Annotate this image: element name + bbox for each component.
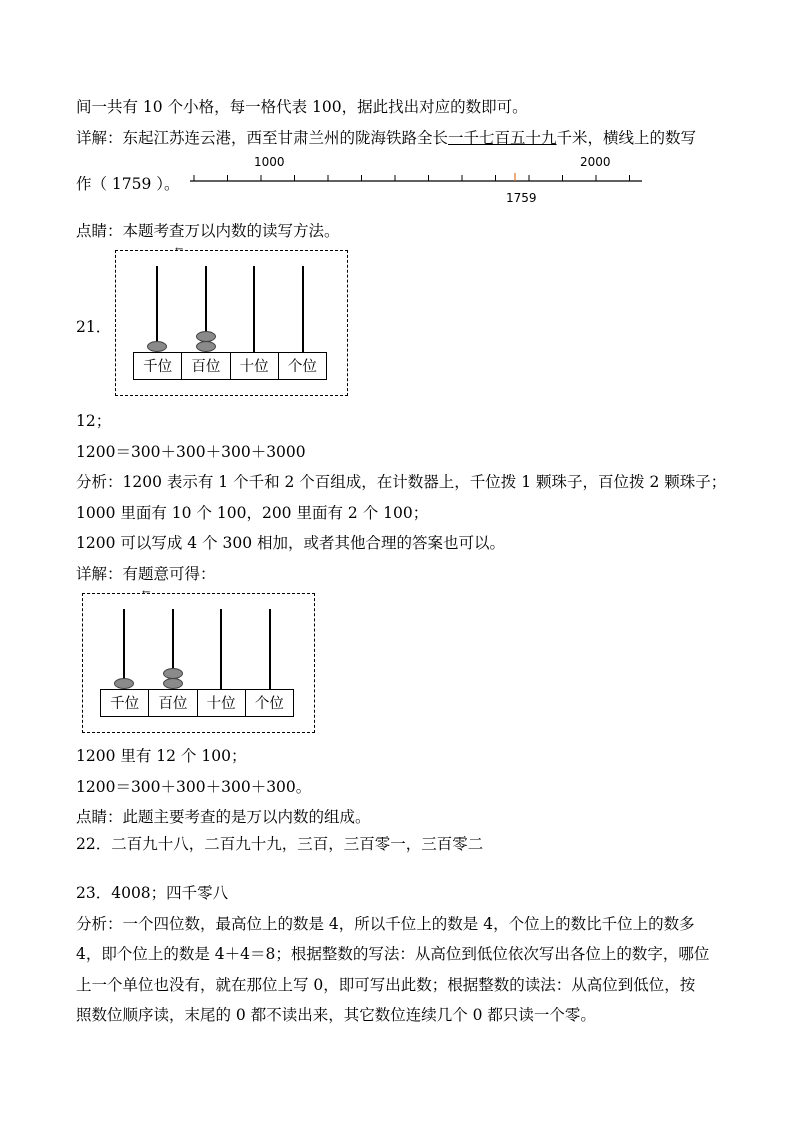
underlined-answer: 一千七百五十九 xyxy=(448,129,557,147)
question-number: 21． xyxy=(76,318,112,336)
text-line: 上一个单位也没有，就在那位上写 0，即可写出此数；根据整数的读法：从高位到低位，按 xyxy=(76,976,696,994)
text-line: 分析：一个四位数，最高位上的数是 4，所以千位上的数是 4，个位上的数比千位上的数多 xyxy=(76,915,695,933)
text-segment: 详解：东起江苏连云港，西至甘肃兰州的陇海铁路全长 xyxy=(76,129,449,147)
text-line: 点睛：本题考查万以内数的读写方法。 xyxy=(76,222,340,240)
text-segment: 千米，横线上的数写 xyxy=(556,129,697,147)
place-value-cell: 十位 xyxy=(231,353,279,379)
text-line: 作（ 1759 ）。 xyxy=(76,175,180,193)
abacus-rod xyxy=(253,266,255,352)
abacus-diagram xyxy=(115,244,348,396)
text-line: 详解：有题意可得： xyxy=(76,565,216,583)
place-value-cell: 百位 xyxy=(149,690,197,716)
place-value-cell: 个位 xyxy=(287,359,317,375)
place-value-row xyxy=(100,689,294,717)
place-value-cell: 百位 xyxy=(182,353,230,379)
place-value-cell: 千位 xyxy=(101,690,149,716)
text-line: 点睛：此题主要考查的是万以内数的组成。 xyxy=(76,808,371,826)
text-line: 12； xyxy=(76,412,112,430)
place-value-cell: 个位 xyxy=(254,696,284,712)
place-value-row xyxy=(133,352,327,380)
abacus-bead xyxy=(163,678,183,689)
text-line: 1200 里有 12 个 100； xyxy=(76,747,247,765)
abacus-rod xyxy=(220,609,222,689)
abacus-bead xyxy=(196,341,216,352)
arrow-left-icon: ← xyxy=(175,244,184,255)
arrow-left-icon: ← xyxy=(142,587,151,598)
text-line: 4，即个位上的数是 4＋4＝8；根据整数的写法：从高位到低位依次写出各位上的数字，哪位 xyxy=(76,945,710,963)
text-line: 1000 里面有 10 个 100，200 里面有 2 个 100； xyxy=(76,504,429,522)
abacus-rod xyxy=(302,266,304,352)
number-line xyxy=(190,155,650,210)
place-value-cell: 千位 xyxy=(134,353,182,379)
abacus-bead xyxy=(196,331,216,342)
text-line: 照数位顺序读，末尾的 0 都不读出来，其它数位连续几个 0 都只读一个零。 xyxy=(76,1006,596,1024)
abacus-rod xyxy=(123,609,125,689)
abacus-rod xyxy=(269,609,271,689)
text-line: 分析：1200 表示有 1 个千和 2 个百组成，在计数器上，千位拨 1 颗珠子，百位拨 2 颗珠子； xyxy=(76,473,727,491)
text-line: 23．4008；四千零八 xyxy=(76,884,229,902)
abacus-diagram xyxy=(82,587,315,733)
text-line: 间一共有 10 个小格，每一格代表 100，据此找出对应的数即可。 xyxy=(76,98,528,116)
number-line-label-1759: 1759 xyxy=(506,191,537,205)
text-line: 22．二百九十八，二百九十九，三百，三百零一，三百零二 xyxy=(76,835,484,853)
abacus-rod xyxy=(156,266,158,352)
text-line: 1200＝300＋300＋300＋300。 xyxy=(76,778,312,796)
number-line-label-1000: 1000 xyxy=(254,155,285,169)
abacus-bead xyxy=(163,668,183,679)
text-line: 1200＝300＋300＋300＋3000 xyxy=(76,443,306,461)
place-value-cell: 十位 xyxy=(198,690,246,716)
number-line-label-2000: 2000 xyxy=(580,155,611,169)
text-line: 1200 可以写成 4 个 300 相加，或者其他合理的答案也可以。 xyxy=(76,534,506,552)
text-line xyxy=(76,128,696,148)
